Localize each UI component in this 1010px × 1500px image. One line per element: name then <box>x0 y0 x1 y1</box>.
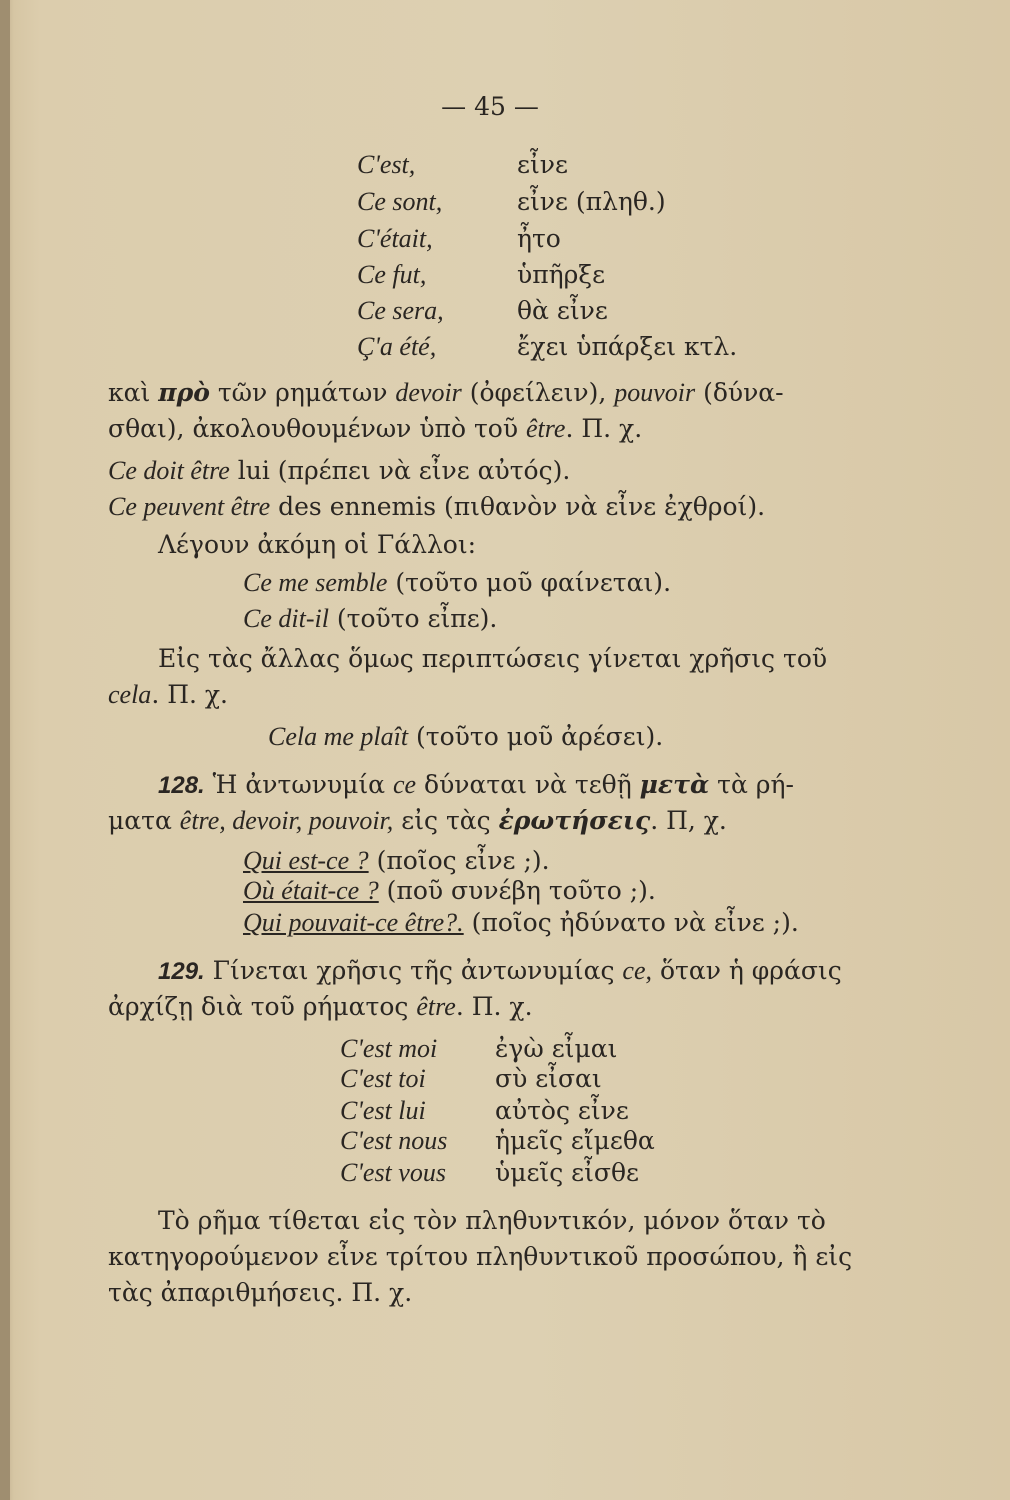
greek-translation: ὑπῆρξε <box>517 260 606 289</box>
paragraph-line: Εἰς τὰς ἄλλας ὅμως περιπτώσεις γίνεται χρῆσις τοῦ <box>158 644 828 673</box>
french-form: C'est nous <box>340 1126 448 1155</box>
greek-translation: θὰ εἶνε <box>517 296 608 325</box>
french-form: Ç'a été, <box>357 332 437 361</box>
french-form: Ce fut, <box>357 260 427 289</box>
french-word: cela <box>108 680 152 709</box>
text: εἰς τὰς <box>393 806 499 835</box>
text: δύναται νὰ τεθῇ <box>416 770 640 799</box>
french-form: C'est, <box>357 150 416 179</box>
text: καὶ <box>108 378 159 407</box>
french-form: C'est vous <box>340 1158 446 1187</box>
paragraph-line: Λέγουν ἀκόμη οἱ Γάλλοι: <box>158 530 477 559</box>
french-form: C'est moi <box>340 1034 438 1063</box>
french-question: Qui est-ce ? <box>243 846 369 875</box>
paragraph-line: τὰς ἀπαριθμήσεις. Π. χ. <box>108 1278 413 1307</box>
text: . Π. χ. <box>151 680 228 709</box>
greek-translation: ἐγὼ εἶμαι <box>495 1034 618 1063</box>
greek-translation: ἦτο <box>517 224 561 253</box>
section-128-line <box>108 806 727 836</box>
paragraph-line <box>108 378 784 408</box>
question-example <box>243 846 550 876</box>
text: (τοῦτο μοῦ φαίνεται). <box>387 568 672 597</box>
french-form: C'était, <box>357 224 433 253</box>
emphasis: πρὸ <box>158 378 210 407</box>
paragraph-line: κατηγορούμενον εἶνε τρίτου πληθυντικοῦ προσώπου, ἢ εἰς <box>108 1242 853 1271</box>
example-line <box>108 456 570 486</box>
french-form: C'est toi <box>340 1064 426 1093</box>
section-128-line <box>158 770 794 800</box>
section-number: 128. <box>158 772 205 799</box>
text: . Π. χ. <box>565 414 643 443</box>
french-form: C'est lui <box>340 1096 426 1125</box>
text: Ἡ ἀντωνυμία <box>204 770 393 799</box>
book-spine-shadow <box>0 0 10 1500</box>
french-form: Ce sera, <box>357 296 444 325</box>
french-phrase: Cela me plaît <box>268 722 409 751</box>
paragraph-line <box>108 680 228 710</box>
emphasis: μετὰ <box>639 770 710 799</box>
section-number: 129. <box>158 958 205 985</box>
french-phrase: Ce dit-il <box>243 604 329 633</box>
example-line <box>108 492 765 522</box>
text: τῶν ρημάτων <box>209 378 396 407</box>
paragraph-line <box>108 414 642 444</box>
text: (τοῦτο μοῦ ἀρέσει). <box>408 722 664 751</box>
text: des ennemis (πιθανὸν νὰ εἶνε ἐχθροί). <box>270 492 766 521</box>
text: Γίνεται χρῆσις τῆς ἀντωνυμίας <box>204 956 623 985</box>
section-129-line <box>108 992 533 1022</box>
greek-translation: ἡμεῖς εἴμεθα <box>495 1126 655 1155</box>
french-word: ce <box>393 770 417 799</box>
text: τὰ ρή- <box>709 770 794 799</box>
question-example <box>243 876 656 906</box>
question-example <box>243 908 799 938</box>
french-phrase: Ce doit être <box>108 456 230 485</box>
french-form: Ce sont, <box>357 187 443 216</box>
example-line <box>243 568 671 598</box>
french-question: Où était-ce ? <box>243 876 379 905</box>
greek-translation: σὺ εἶσαι <box>495 1064 602 1093</box>
text: ὅταν ἡ φράσις <box>652 956 842 985</box>
page-number: — 45 — <box>441 92 539 121</box>
greek-translation: εἶνε <box>517 150 568 179</box>
greek-translation: ὑμεῖς εἶσθε <box>495 1158 639 1187</box>
text: (ποῖος εἶνε ;). <box>368 846 550 875</box>
french-phrase: Ce peuvent être <box>108 492 271 521</box>
paragraph-line: Τὸ ρῆμα τίθεται εἰς τὸν πληθυντικόν, μόνον ὅταν τὸ <box>158 1206 826 1235</box>
text: (τοῦτο εἶπε). <box>328 604 498 633</box>
text: ματα <box>108 806 180 835</box>
french-word: pouvoir <box>614 378 696 407</box>
example-line <box>268 722 663 752</box>
text: . Π, χ. <box>650 806 727 835</box>
greek-translation: εἶνε (πληθ.) <box>517 187 666 216</box>
text: σθαι), ἀκολουθουμένων ὑπὸ τοῦ <box>108 414 526 443</box>
example-line <box>243 604 497 634</box>
french-phrase: Ce me semble <box>243 568 388 597</box>
greek-translation: ἔχει ὑπάρξει κτλ. <box>517 332 738 361</box>
french-word: être <box>416 992 456 1021</box>
greek-translation: αὐτὸς εἶνε <box>495 1096 629 1125</box>
french-phrase: être, devoir, pouvoir, <box>179 806 394 835</box>
text: ἀρχίζῃ διὰ τοῦ ρήματος <box>108 992 417 1021</box>
french-question: Qui pouvait-ce être?. <box>243 908 464 937</box>
text: lui (πρέπει νὰ εἶνε αὐτός). <box>229 456 571 485</box>
text: (ὀφείλειν), <box>461 378 615 407</box>
section-129-line <box>158 956 842 986</box>
text: . Π. χ. <box>455 992 533 1021</box>
french-word: ce, <box>622 956 652 985</box>
text: (ποῖος ἠδύνατο νὰ εἶνε ;). <box>463 908 799 937</box>
text: (δύνα- <box>695 378 784 407</box>
french-word: devoir <box>395 378 462 407</box>
text: (ποῦ συνέβη τοῦτο ;). <box>378 876 656 905</box>
emphasis: ἐρωτήσεις <box>498 806 651 835</box>
french-word: être <box>525 414 566 443</box>
